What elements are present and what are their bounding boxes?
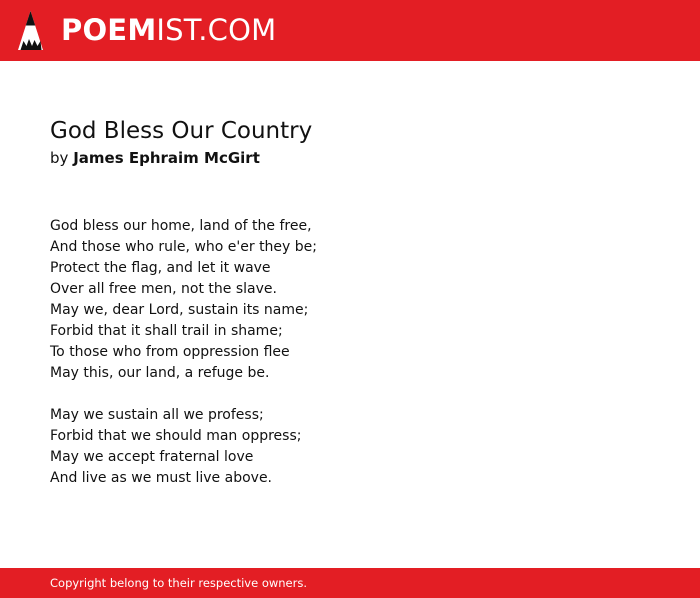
poem-line: May we accept fraternal love — [50, 449, 254, 465]
poem-stanza — [50, 216, 650, 384]
poem-line: May we sustain all we profess; — [50, 407, 264, 423]
site-header — [0, 0, 700, 61]
poem-byline — [50, 147, 650, 169]
poem-line: And live as we must live above. — [50, 470, 273, 486]
site-logo-link[interactable] — [17, 10, 276, 52]
site-logo-text — [61, 13, 277, 47]
poem-title: God Bless Our Country — [50, 118, 313, 144]
poem-line: May this, our land, a refuge be. — [50, 365, 270, 381]
poem-line: God bless our home, land of the free, — [50, 218, 312, 234]
poem-article — [50, 115, 650, 510]
poem-body — [50, 216, 650, 489]
poem-line: To those who from oppression flee — [50, 344, 290, 360]
poem-line: May we, dear Lord, sustain its name; — [50, 302, 309, 318]
copyright-notice: Copyright belong to their respective owners. — [50, 576, 308, 590]
poem-line: Forbid that it shall trail in shame; — [50, 323, 283, 339]
pencil-tip-icon — [17, 10, 44, 52]
poem-line: And those who rule, who e'er they be; — [50, 239, 317, 255]
poem-stanza — [50, 405, 650, 489]
poem-author: James Ephraim McGirt — [73, 149, 260, 167]
logo-text-light: IST.COM — [156, 13, 277, 47]
logo-text-bold: POEM — [61, 13, 157, 47]
poem-line: Forbid that we should man oppress; — [50, 428, 302, 444]
poem-line: Protect the flag, and let it wave — [50, 260, 271, 276]
site-footer — [0, 568, 700, 598]
poem-line: Over all free men, not the slave. — [50, 281, 277, 297]
byline-prefix: by — [50, 149, 69, 167]
